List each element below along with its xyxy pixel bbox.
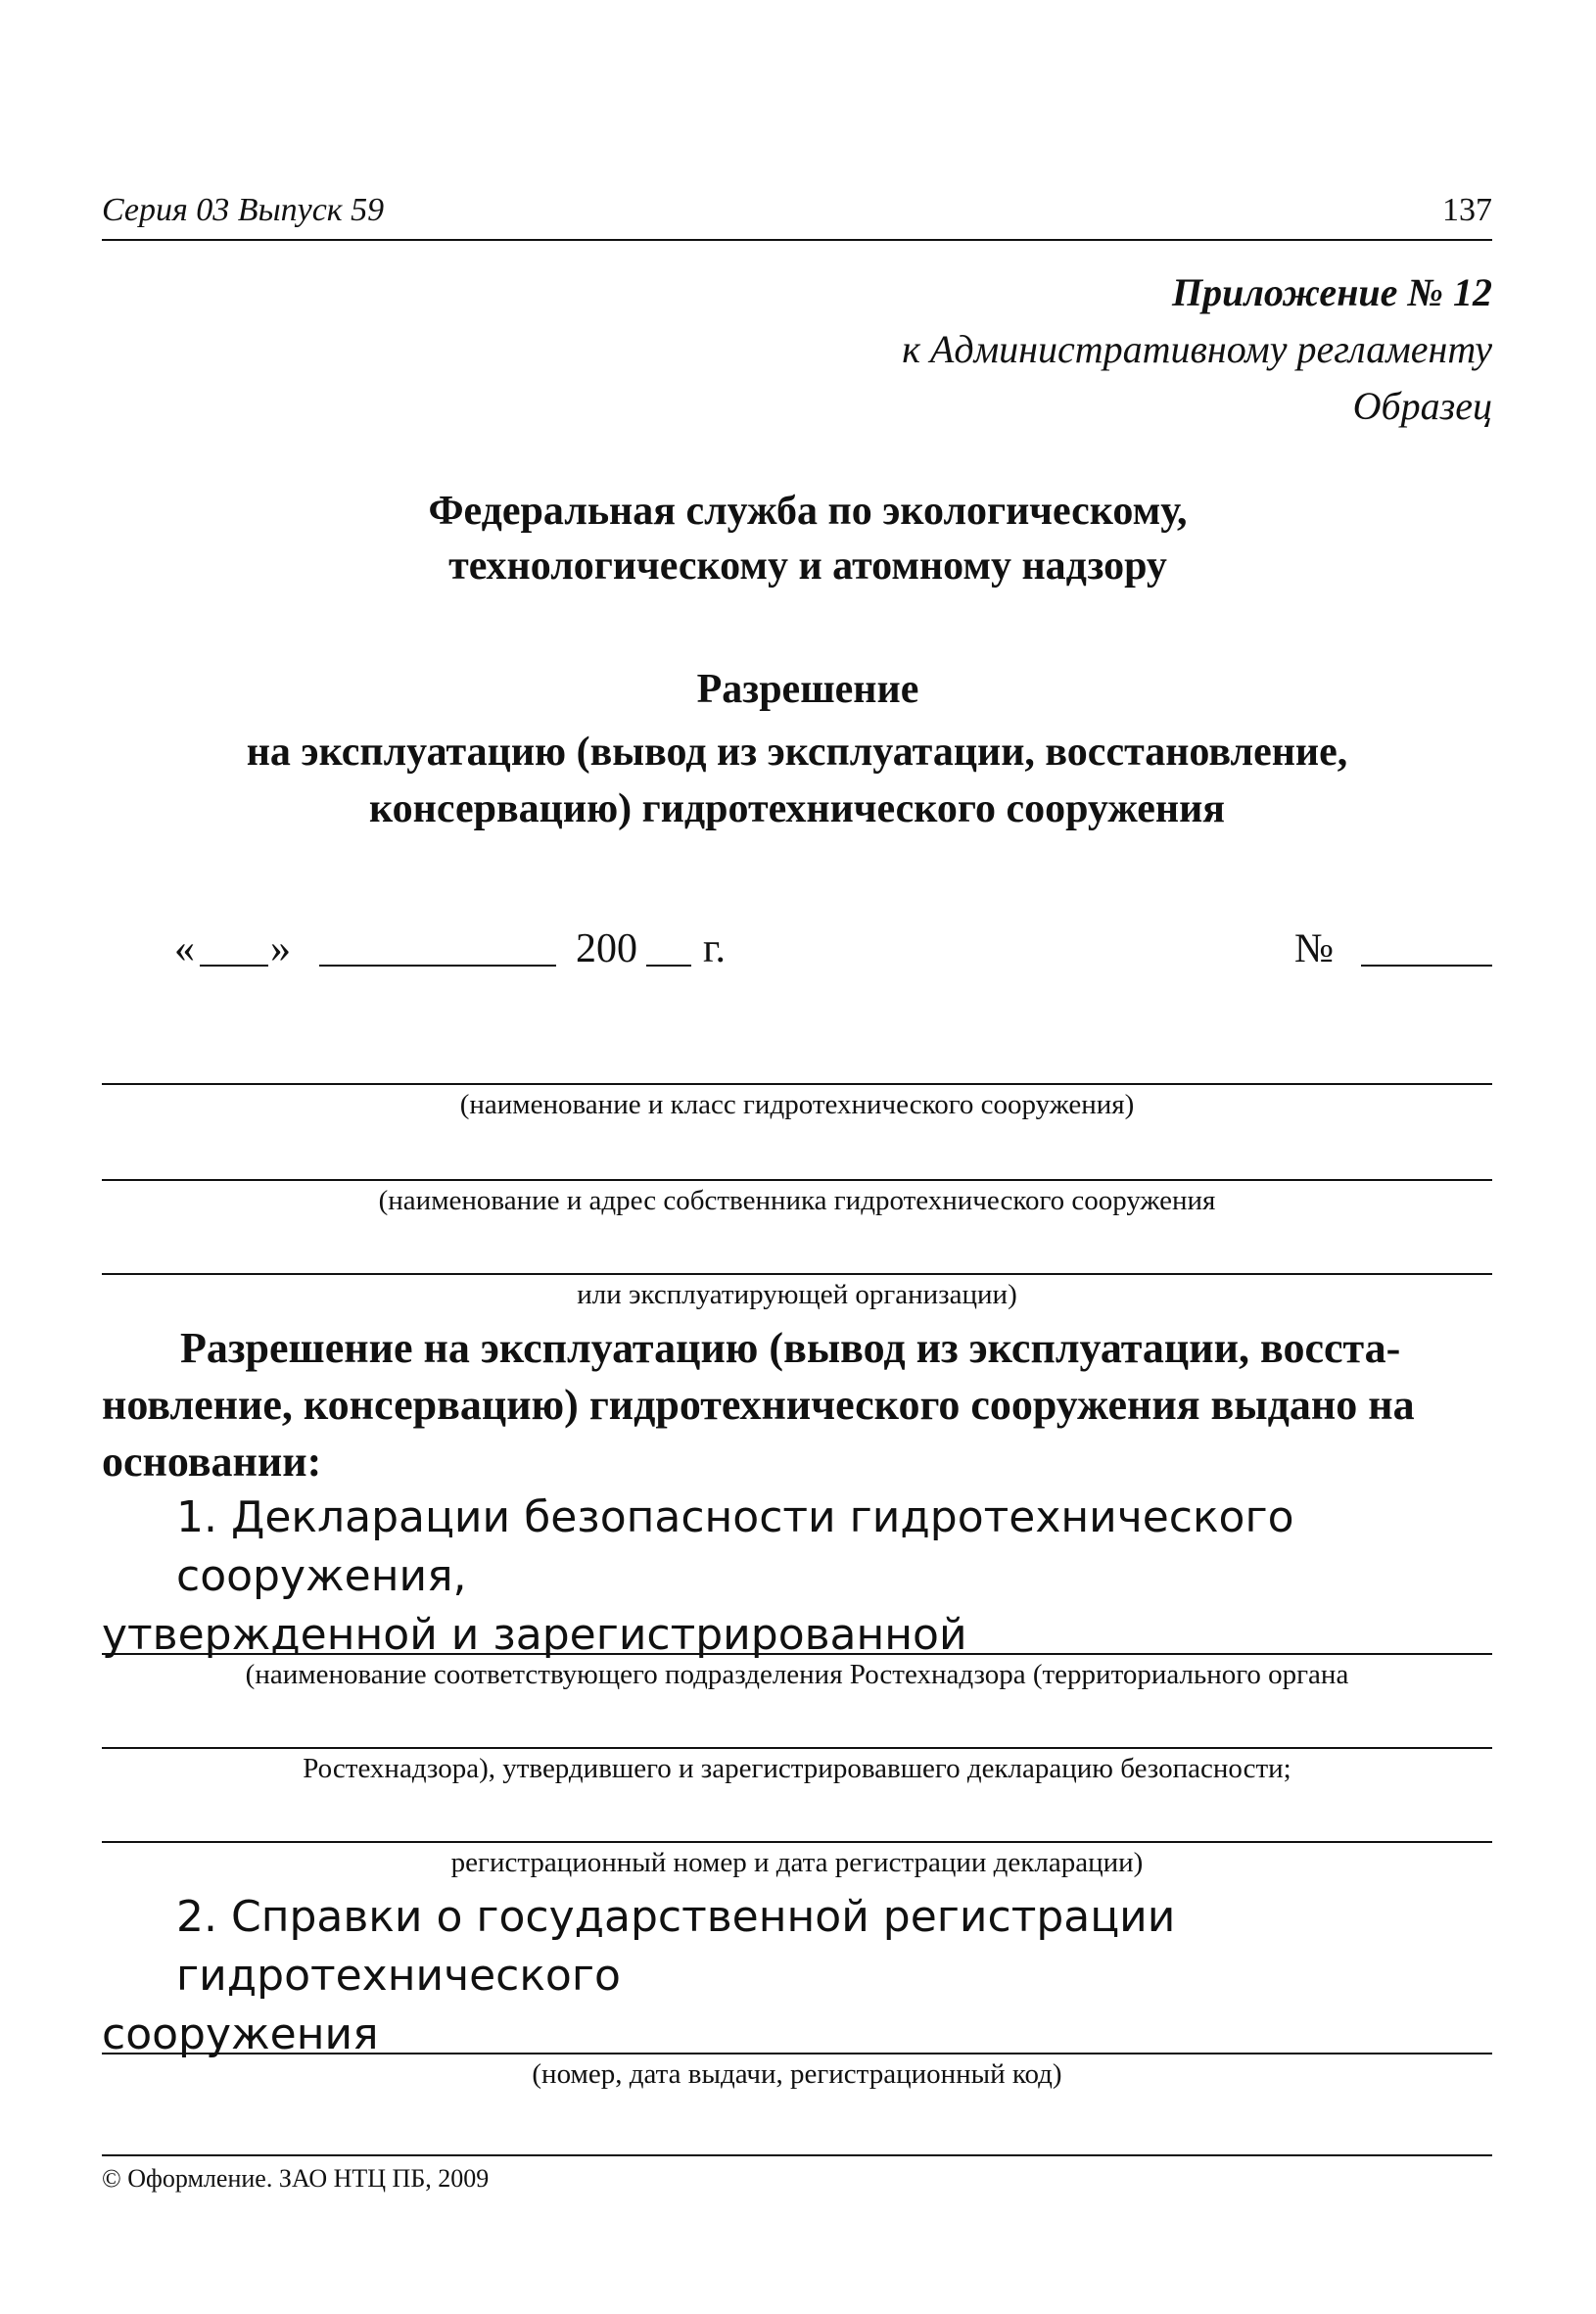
basis-line-1: Разрешение на эксплуатацию (вывод из эксплуатации, восста- — [180, 1324, 1401, 1372]
year-blank — [646, 965, 691, 967]
item-1-line-2: утвержденной и зарегистрированной — [102, 1610, 967, 1660]
certificate-caption: (номер, дата выдачи, регистрационный код) — [532, 2058, 1062, 2090]
authority-caption-1: (наименование соответствующего подразделения Ростехнадзора (территориального органа — [245, 1659, 1349, 1690]
year-prefix: 200 — [576, 926, 637, 971]
owner-caption-2: или эксплуатирующей организации) — [577, 1279, 1017, 1310]
close-quote: » — [270, 926, 291, 971]
authority-line-1 — [102, 1653, 1492, 1655]
running-header — [102, 192, 1492, 237]
series-label: Серия 03 Выпуск 59 — [102, 192, 385, 228]
owner-caption-1: (наименование и адрес собственника гидротехнического сооружения — [378, 1185, 1216, 1216]
item-2 — [102, 1888, 1492, 2064]
item-1-line-1: 1. Декларации безопасности гидротехнического сооружения, — [176, 1492, 1294, 1601]
number-blank — [1361, 965, 1492, 967]
authority-caption-3: регистрационный номер и дата регистрации декларации) — [450, 1847, 1144, 1878]
footer-rule — [102, 2154, 1492, 2156]
agency-line-2: технологическому и атомному надзору — [448, 543, 1167, 589]
owner-line-1 — [102, 1179, 1492, 1181]
document-title: Разрешение — [696, 667, 919, 712]
authority-caption-2: Ростехнадзора), утвердившего и зарегистрировавшего декларацию безопасности; — [303, 1753, 1291, 1784]
day-blank — [200, 965, 268, 967]
open-quote: « — [174, 926, 195, 971]
basis-line-2: новление, консервацию) гидротехнического сооружения выдано на — [102, 1381, 1415, 1429]
facility-line — [102, 1083, 1492, 1085]
basis-line-3: основании: — [102, 1438, 322, 1486]
number-sign: № — [1294, 926, 1335, 971]
item-2-line-1: 2. Справки о государственной регистрации гидротехнического — [176, 1892, 1176, 2001]
month-blank — [319, 965, 556, 967]
appendix-sample: Образец — [1352, 384, 1492, 428]
item-1 — [102, 1488, 1492, 1665]
date-number-line — [102, 925, 1492, 984]
owner-line-2 — [102, 1273, 1492, 1275]
certificate-line — [102, 2053, 1492, 2054]
header-rule — [102, 239, 1492, 241]
copyright-footer: © Оформление. ЗАО НТЦ ПБ, 2009 — [102, 2164, 490, 2193]
year-suffix: г. — [703, 926, 726, 971]
appendix-number: Приложение № 12 — [1171, 270, 1492, 314]
agency-line-1: Федеральная служба по экологическому, — [428, 489, 1188, 534]
item-2-line-2: сооружения — [102, 2009, 379, 2059]
appendix-regulation: к Административному регламенту — [902, 327, 1492, 371]
authority-line-2 — [102, 1747, 1492, 1749]
title-line-2: на эксплуатацию (вывод из эксплуатации, восстановление, — [246, 730, 1348, 775]
page-number: 137 — [1442, 192, 1492, 228]
title-line-3: консервацию) гидротехнического сооружения — [368, 786, 1226, 831]
basis-paragraph — [102, 1320, 1492, 1490]
authority-line-3 — [102, 1841, 1492, 1843]
facility-caption: (наименование и класс гидротехнического сооружения) — [459, 1089, 1135, 1120]
